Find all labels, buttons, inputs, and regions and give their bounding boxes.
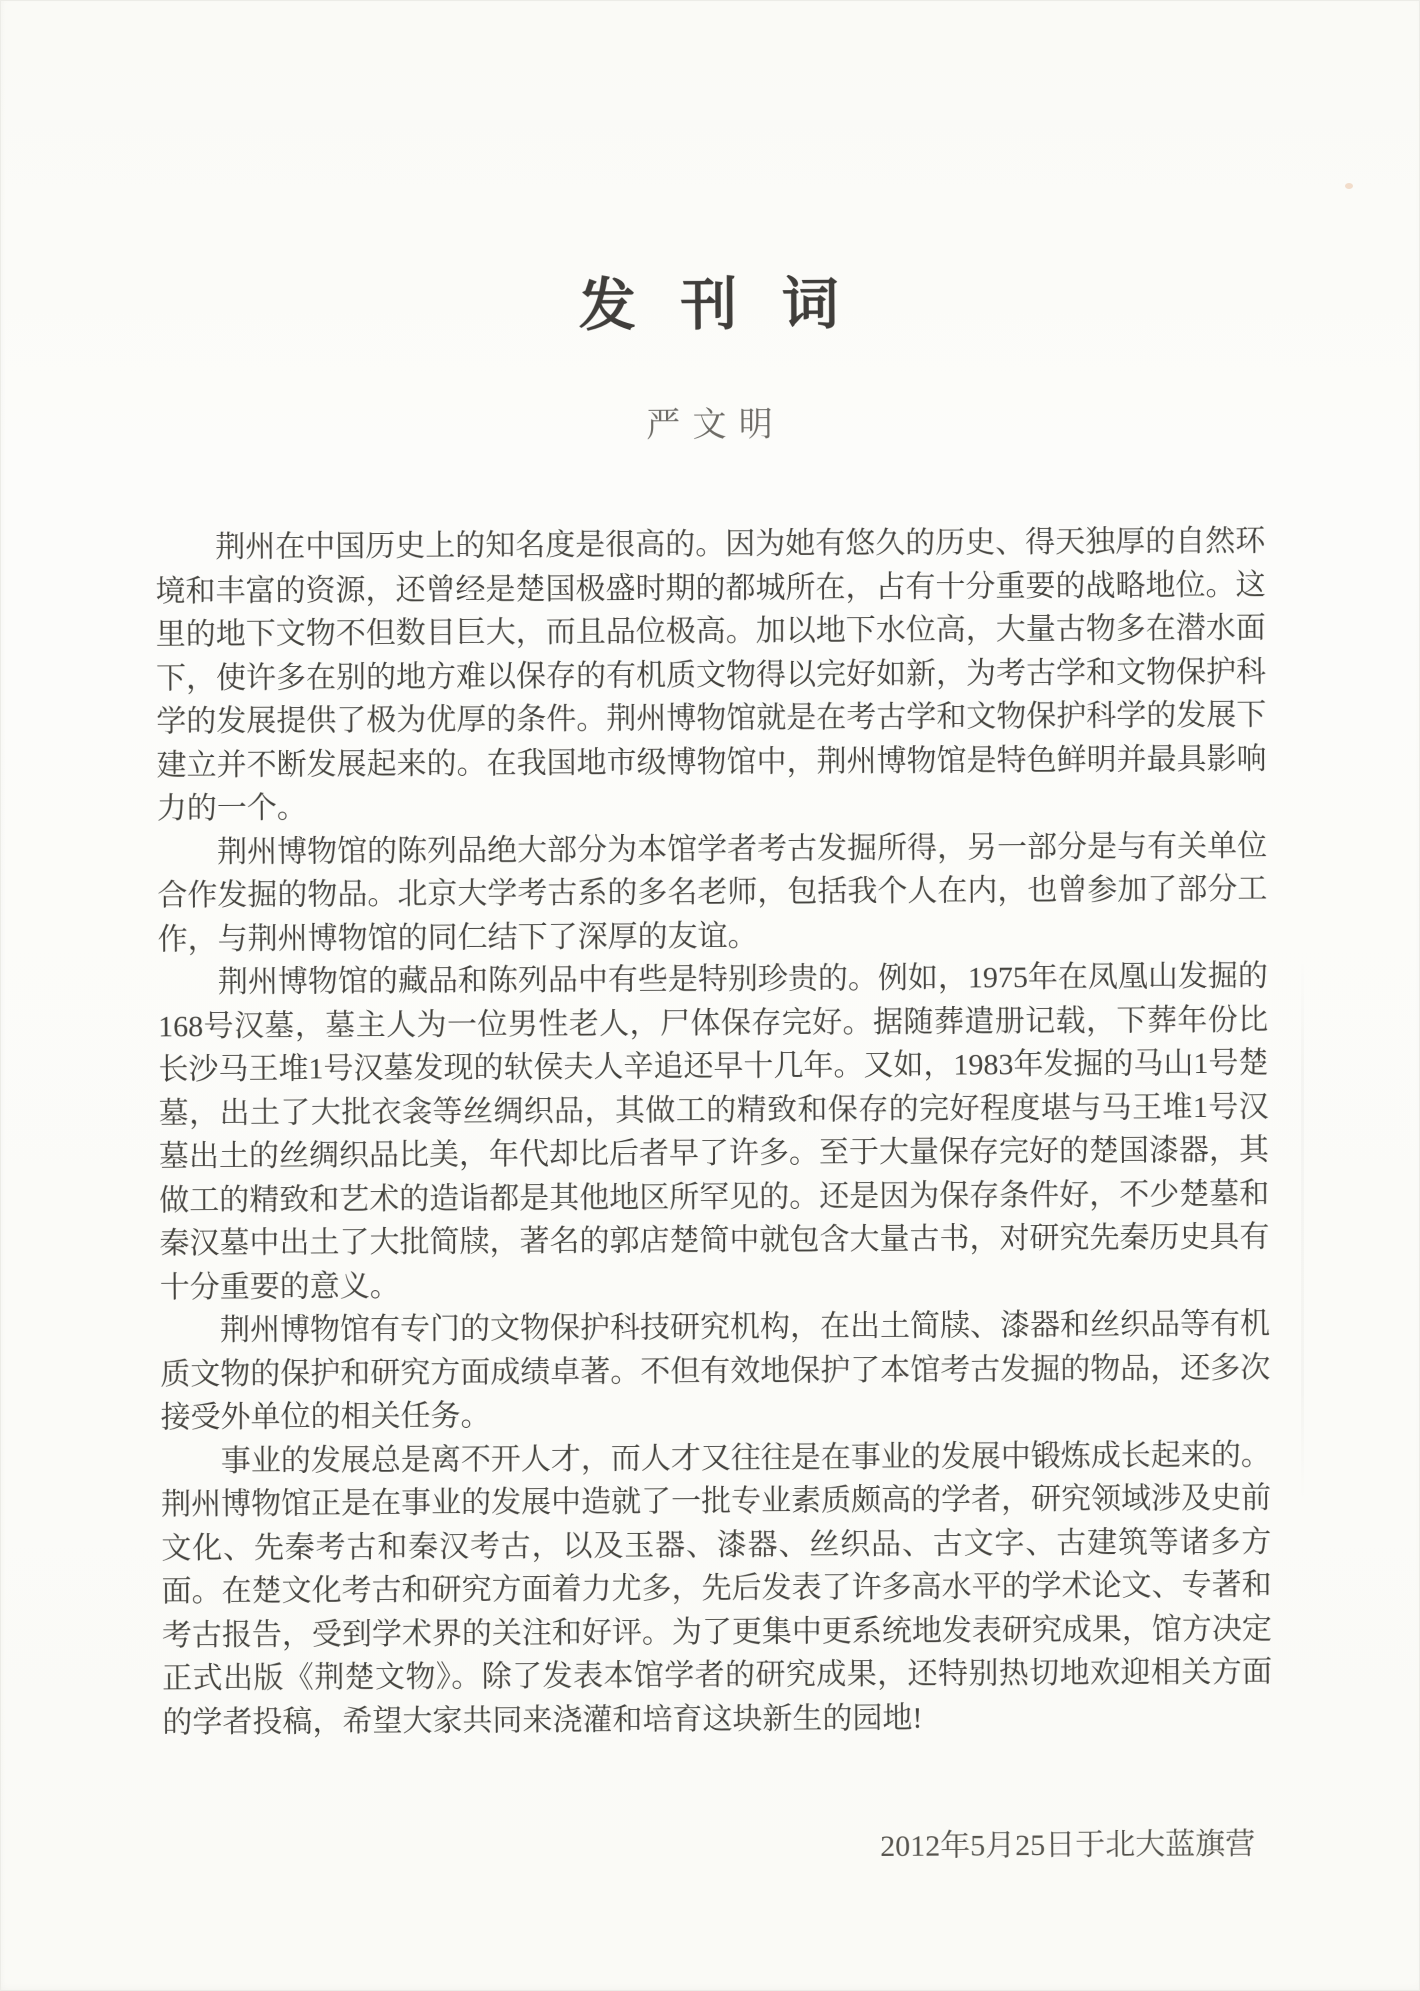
scan-speck-artifact xyxy=(1345,183,1353,189)
page-title: 发刊词 xyxy=(578,272,884,338)
body-text xyxy=(155,520,1272,1745)
paragraph: 荆州博物馆有专门的文物保护科技研究机构，在出土简牍、漆器和丝织品等有机质文物的保护和研究方面成绩卓著。不但有效地保护了本馆考古发掘的物品，还多次接受外单位的相关任务。 xyxy=(160,1307,1271,1435)
dateline: 2012年5月25日于北大蓝旗营 xyxy=(880,1827,1256,1863)
paragraph: 荆州博物馆的陈列品绝大部分为本馆学者考古发掘所得，另一部分是与有关单位合作发掘的物品。北京大学考古系的多名老师，包括我个人在内，也曾参加了部分工作，与荆州博物馆的同仁结下了深厚的友谊。 xyxy=(157,829,1268,956)
author-name: 严文明 xyxy=(646,406,786,445)
scan-crease-artifact xyxy=(1301,960,1304,1500)
paragraph: 荆州博物馆的藏品和陈列品中有些是特别珍贵的。例如，1975年在凤凰山发掘的168号汉墓，墓主人为一位男性老人，尸体保存完好。据随葬遣册记载，下葬年份比长沙马王堆1号汉墓发现的轪侯夫人辛追还早十几年。又如，1983年发掘的马山1号楚墓，出土了大批衣衾等丝绸织品，其做工的精致和保存的完好程度堪与马王堆1号汉墓出土的丝绸织品比美，年代却比后者早了许多。至于大量保存完好的楚国漆器，其做工的精致和艺术的造诣都是其他地区所罕见的。还是因为保存条件好，不少楚墓和秦汉墓中出土了大批简牍，著名的郭店楚简中就包含大量古书，对研究先秦历史具有十分重要的意义。 xyxy=(158,959,1270,1304)
paragraph: 荆州在中国历史上的知名度是很高的。因为她有悠久的历史、得天独厚的自然环境和丰富的资源，还曾经是楚国极盛时期的都城所在，占有十分重要的战略地位。这里的地下文物不但数目巨大，而且品位极高。加以地下水位高，大量古物多在潜水面下，使许多在别的地方难以保存的有机质文物得以完好如新，为考古学和文物保护科学的发展提供了极为优厚的条件。荆州博物馆就是在考古学和文物保护科学的发展下建立并不断发展起来的。在我国地市级博物馆中，荆州博物馆是特色鲜明并最具影响力的一个。 xyxy=(155,524,1267,826)
paragraph: 事业的发展总是离不开人才，而人才又往往是在事业的发展中锻炼成长起来的。荆州博物馆正是在事业的发展中造就了一批专业素质颇高的学者，研究领域涉及史前文化、先秦考古和秦汉考古，以及玉器、漆器、丝织品、古文字、古建筑等诸多方面。在楚文化考古和研究方面着力尤多，先后发表了许多高水平的学术论文、专著和考古报告，受到学术界的关注和好评。为了更集中更系统地发表研究成果，馆方决定正式出版《荆楚文物》。除了发表本馆学者的研究成果，还特别热切地欢迎相关方面的学者投稿，希望大家共同来浇灌和培育这块新生的园地! xyxy=(161,1438,1273,1739)
